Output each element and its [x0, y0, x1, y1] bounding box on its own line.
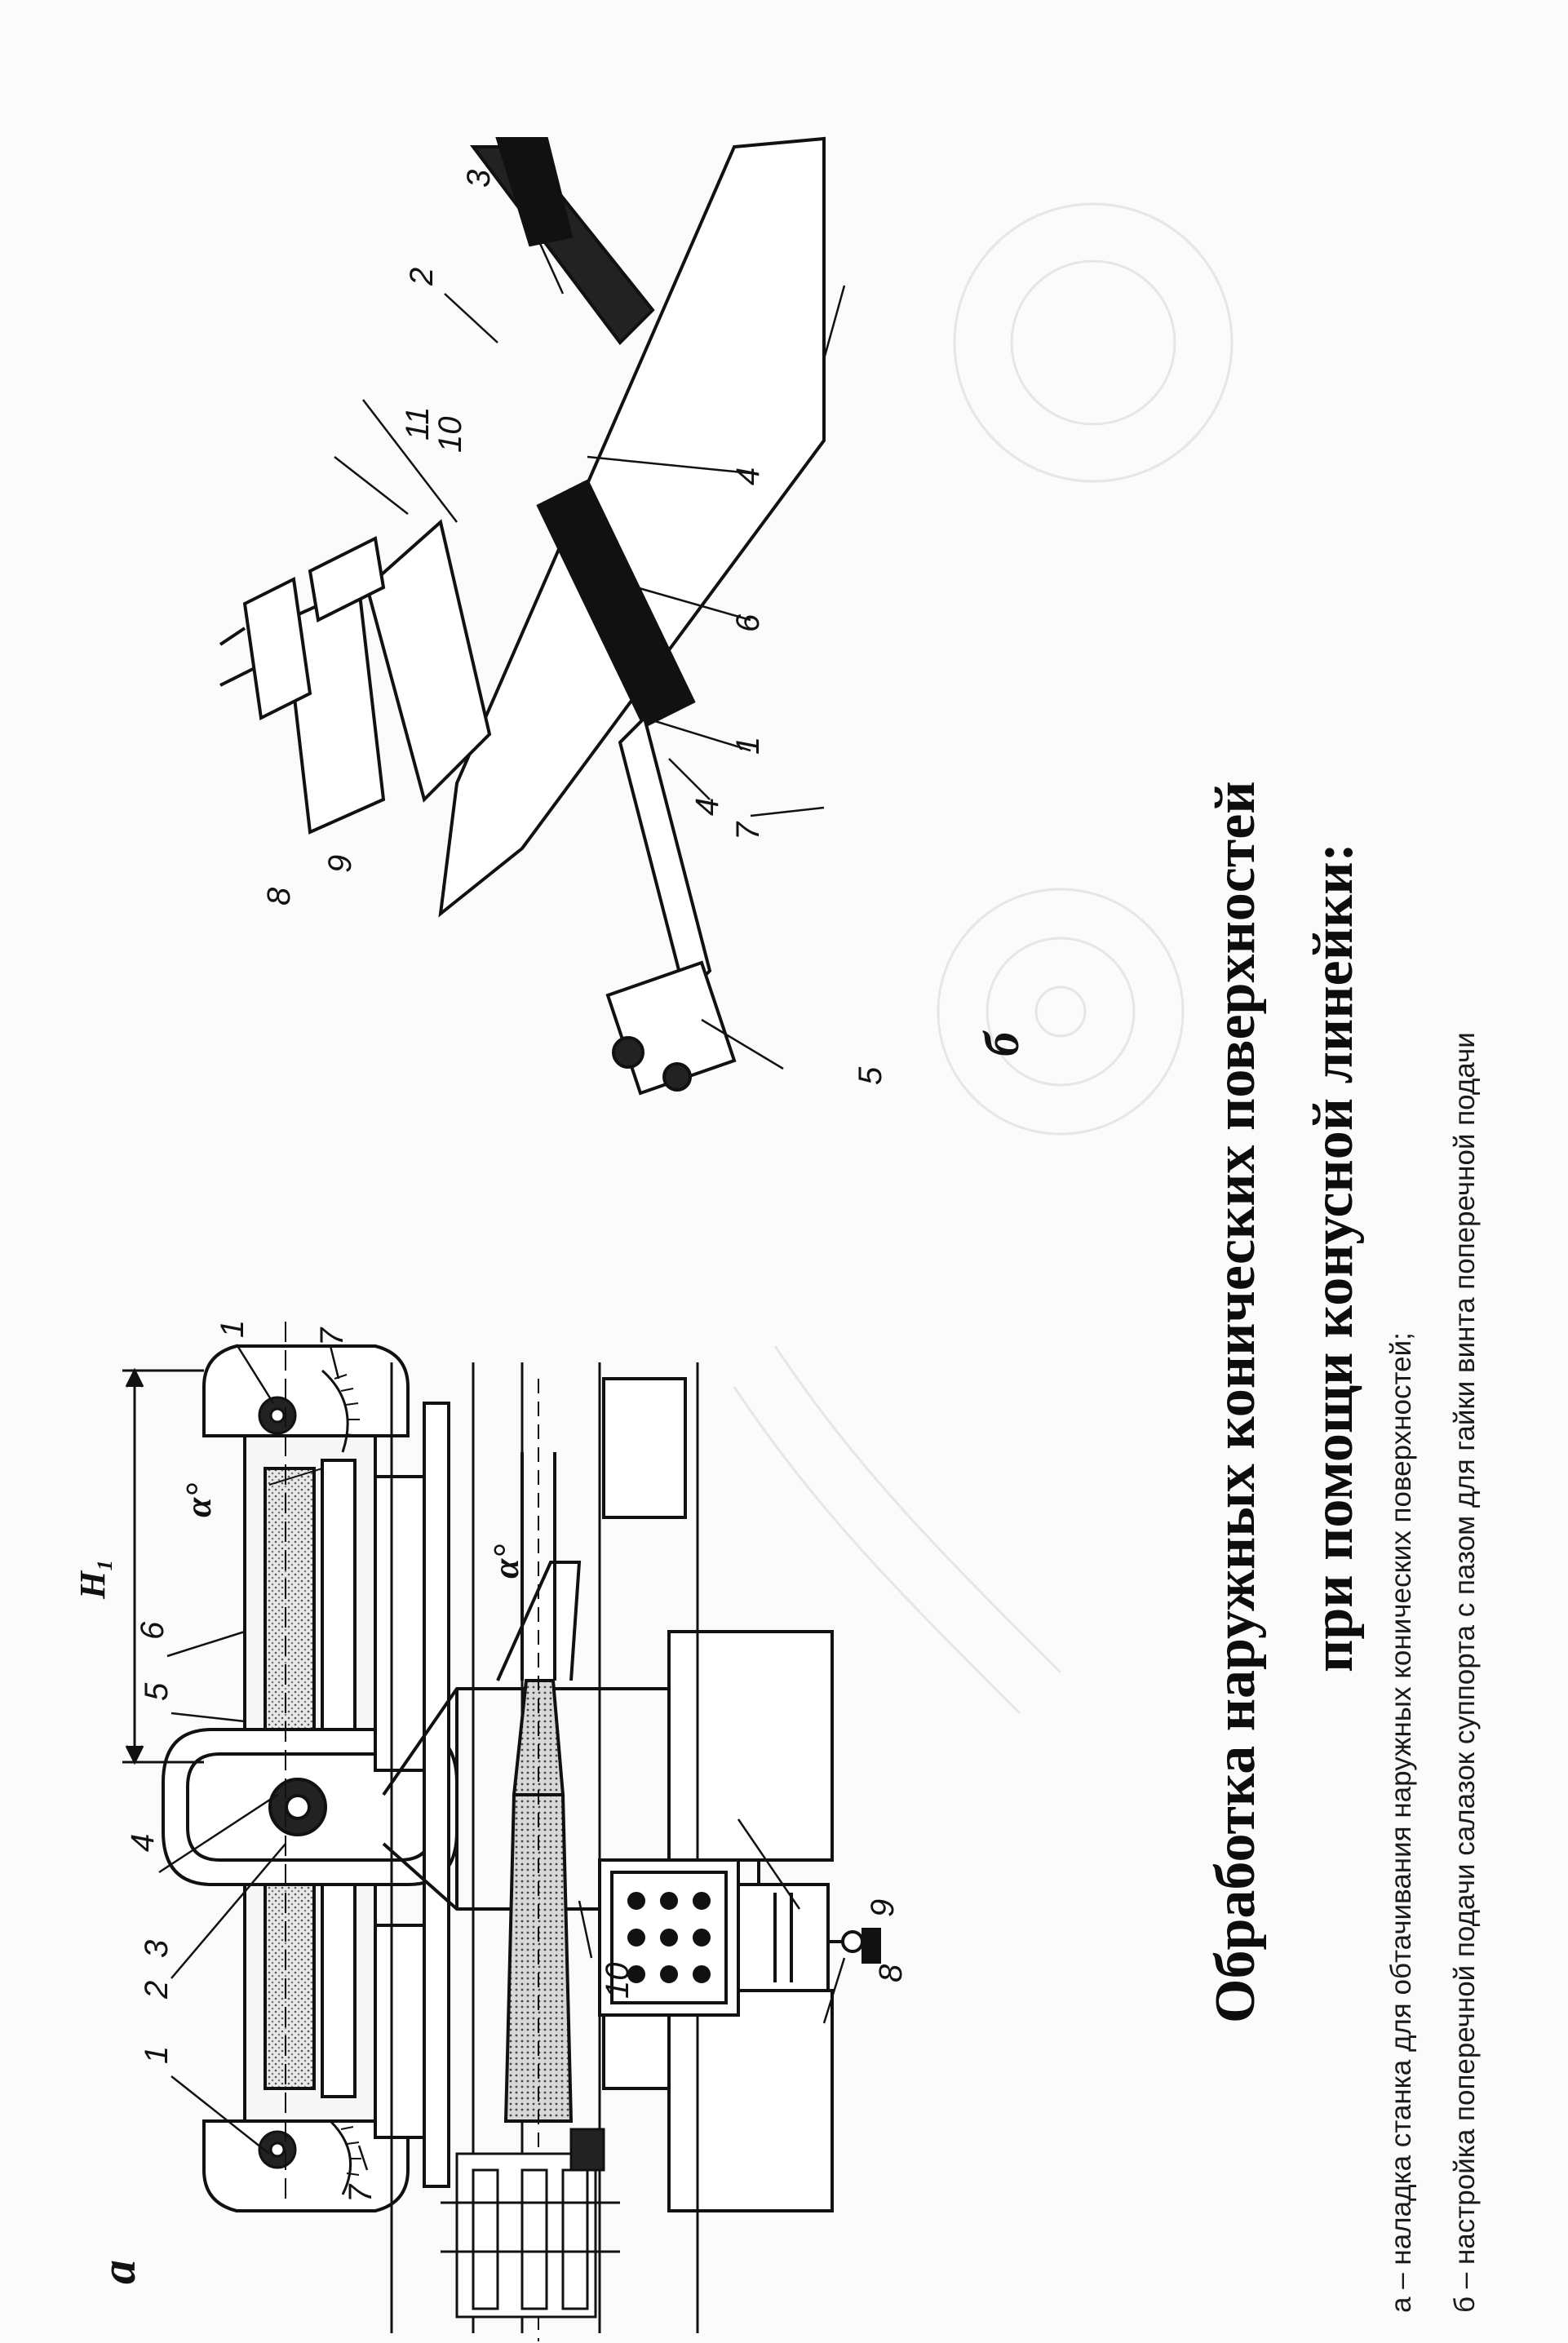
- part-number: 10: [600, 1962, 636, 1999]
- part-number: 8: [261, 887, 297, 906]
- part-number: 10: [432, 416, 468, 453]
- part-number: 8: [873, 1964, 909, 1982]
- part-number: 9: [865, 1898, 901, 1917]
- part-number: 3: [139, 1939, 175, 1958]
- angle-label: α°: [486, 1544, 526, 1579]
- part-number: 6: [135, 1621, 171, 1640]
- part-number: 2: [139, 1980, 175, 1999]
- part-number: 7: [343, 2184, 379, 2203]
- angle-label: α°: [179, 1483, 219, 1517]
- part-number: 7: [314, 1327, 350, 1346]
- dimension-h1-label: H₁: [73, 1558, 113, 1599]
- caption-a: а – наладка станка для обтачивания наружных конических поверхностей;: [1385, 1332, 1417, 2313]
- panel-label-a: а: [91, 2260, 145, 2284]
- part-number: 9: [322, 854, 358, 873]
- part-number: 4: [689, 797, 725, 816]
- caption-b: б – настройка поперечной подачи салазок суппорта с пазом для гайки винта поперечной подачи: [1449, 1032, 1481, 2313]
- page-title-line-1: Обработка наружных конических поверхностей: [1204, 781, 1267, 2023]
- part-number: 6: [730, 613, 766, 632]
- part-number: 4: [730, 467, 766, 485]
- part-number: 1: [730, 736, 766, 755]
- part-number: 5: [853, 1066, 888, 1085]
- part-number: 2: [404, 267, 440, 286]
- page-title-line-2: при помощи конусной линейки:: [1302, 843, 1365, 1672]
- part-number: 1: [139, 2045, 175, 2064]
- panel-label-b: б: [975, 1032, 1029, 1056]
- part-number: 4: [125, 1833, 161, 1852]
- part-number: 7: [730, 822, 766, 840]
- part-number: 3: [461, 169, 497, 188]
- part-number: 1: [215, 1319, 250, 1338]
- part-number: 5: [139, 1682, 175, 1701]
- part-number: 11: [400, 406, 436, 441]
